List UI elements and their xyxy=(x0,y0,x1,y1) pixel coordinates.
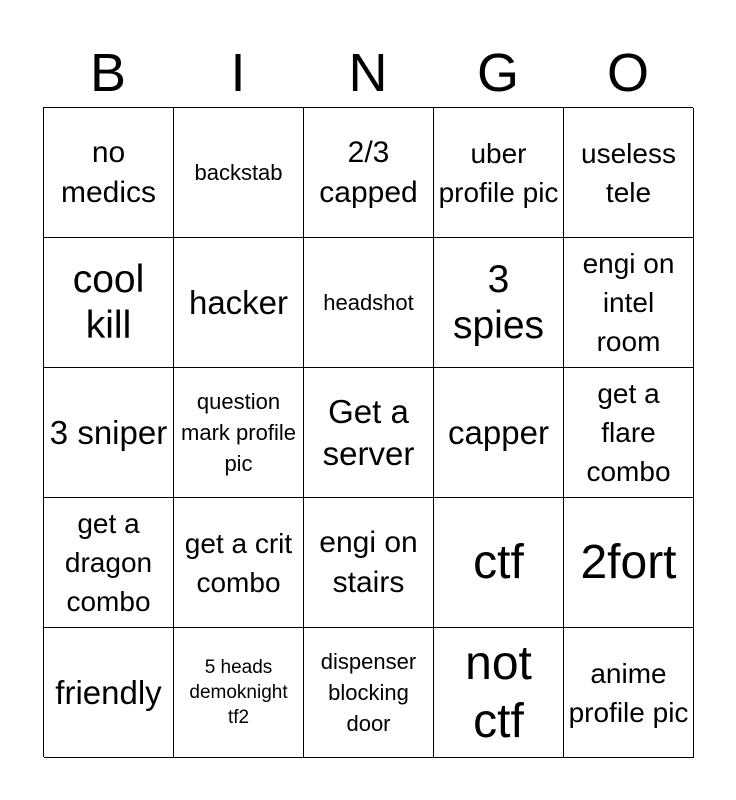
bingo-cell[interactable] xyxy=(434,238,564,368)
bingo-cell-text: 2fort xyxy=(580,535,677,589)
bingo-cell[interactable] xyxy=(44,108,174,238)
bingo-cell-text: 3 spies xyxy=(452,257,545,347)
bingo-cell[interactable] xyxy=(174,628,304,758)
header-letter-o: O xyxy=(606,43,649,103)
bingo-cell-text: uber profile pic xyxy=(438,137,559,208)
bingo-cell[interactable] xyxy=(434,498,564,628)
bingo-cell-text: hacker xyxy=(188,283,289,321)
bingo-cell[interactable] xyxy=(174,108,304,238)
bingo-cell-text: get a flare combo xyxy=(586,378,671,487)
bingo-cell[interactable] xyxy=(44,238,174,368)
bingo-cell-text: 3 sniper xyxy=(49,413,168,451)
bingo-cell[interactable] xyxy=(174,238,304,368)
bingo-cell[interactable] xyxy=(304,498,434,628)
bingo-cell-text: question mark profile pic xyxy=(181,389,296,476)
bingo-cell-text: cool kill xyxy=(72,257,145,347)
bingo-cell[interactable] xyxy=(434,368,564,498)
header-letter-g: G xyxy=(476,43,519,103)
bingo-cell-text: 5 heads demoknight tf2 xyxy=(189,657,288,728)
bingo-cell[interactable] xyxy=(174,368,304,498)
bingo-cell[interactable] xyxy=(434,108,564,238)
bingo-cell[interactable] xyxy=(174,498,304,628)
bingo-cell-text: get a crit combo xyxy=(184,527,293,598)
header-letter-b: B xyxy=(89,43,127,103)
bingo-cell-text: engi on intel room xyxy=(582,248,675,357)
bingo-cell-text: dispenser blocking door xyxy=(320,649,417,736)
bingo-grid xyxy=(43,107,693,757)
header-letter-i: I xyxy=(230,43,246,103)
bingo-cell[interactable] xyxy=(564,498,694,628)
bingo-cell-text: ctf xyxy=(473,535,524,589)
bingo-cell[interactable] xyxy=(564,628,694,758)
bingo-cell[interactable] xyxy=(304,368,434,498)
bingo-cell-text: Get a server xyxy=(322,392,415,472)
bingo-header xyxy=(43,38,693,108)
header-letter-n: N xyxy=(348,43,388,103)
bingo-cell-text: headshot xyxy=(323,290,414,315)
bingo-cell-text: engi on stairs xyxy=(319,525,418,599)
bingo-cell-text: anime profile pic xyxy=(568,657,689,728)
bingo-cell-text: no medics xyxy=(60,135,157,209)
bingo-cell[interactable] xyxy=(44,368,174,498)
bingo-cell-text: useless tele xyxy=(581,137,676,208)
bingo-cell[interactable] xyxy=(44,628,174,758)
bingo-cell[interactable] xyxy=(564,238,694,368)
bingo-cell[interactable] xyxy=(304,238,434,368)
bingo-cell[interactable] xyxy=(304,108,434,238)
bingo-cell-text: backstab xyxy=(194,160,283,185)
bingo-cell[interactable] xyxy=(564,368,694,498)
bingo-cell-text: get a dragon combo xyxy=(64,508,153,617)
bingo-cell[interactable] xyxy=(564,108,694,238)
bingo-cell-text: friendly xyxy=(55,673,162,711)
bingo-cell[interactable] xyxy=(44,498,174,628)
bingo-cell-text: capper xyxy=(448,413,549,451)
bingo-cell-text: 2/3 capped xyxy=(319,135,418,209)
bingo-cell[interactable] xyxy=(304,628,434,758)
bingo-cell[interactable] xyxy=(434,628,564,758)
bingo-cell-text: not ctf xyxy=(465,636,532,748)
